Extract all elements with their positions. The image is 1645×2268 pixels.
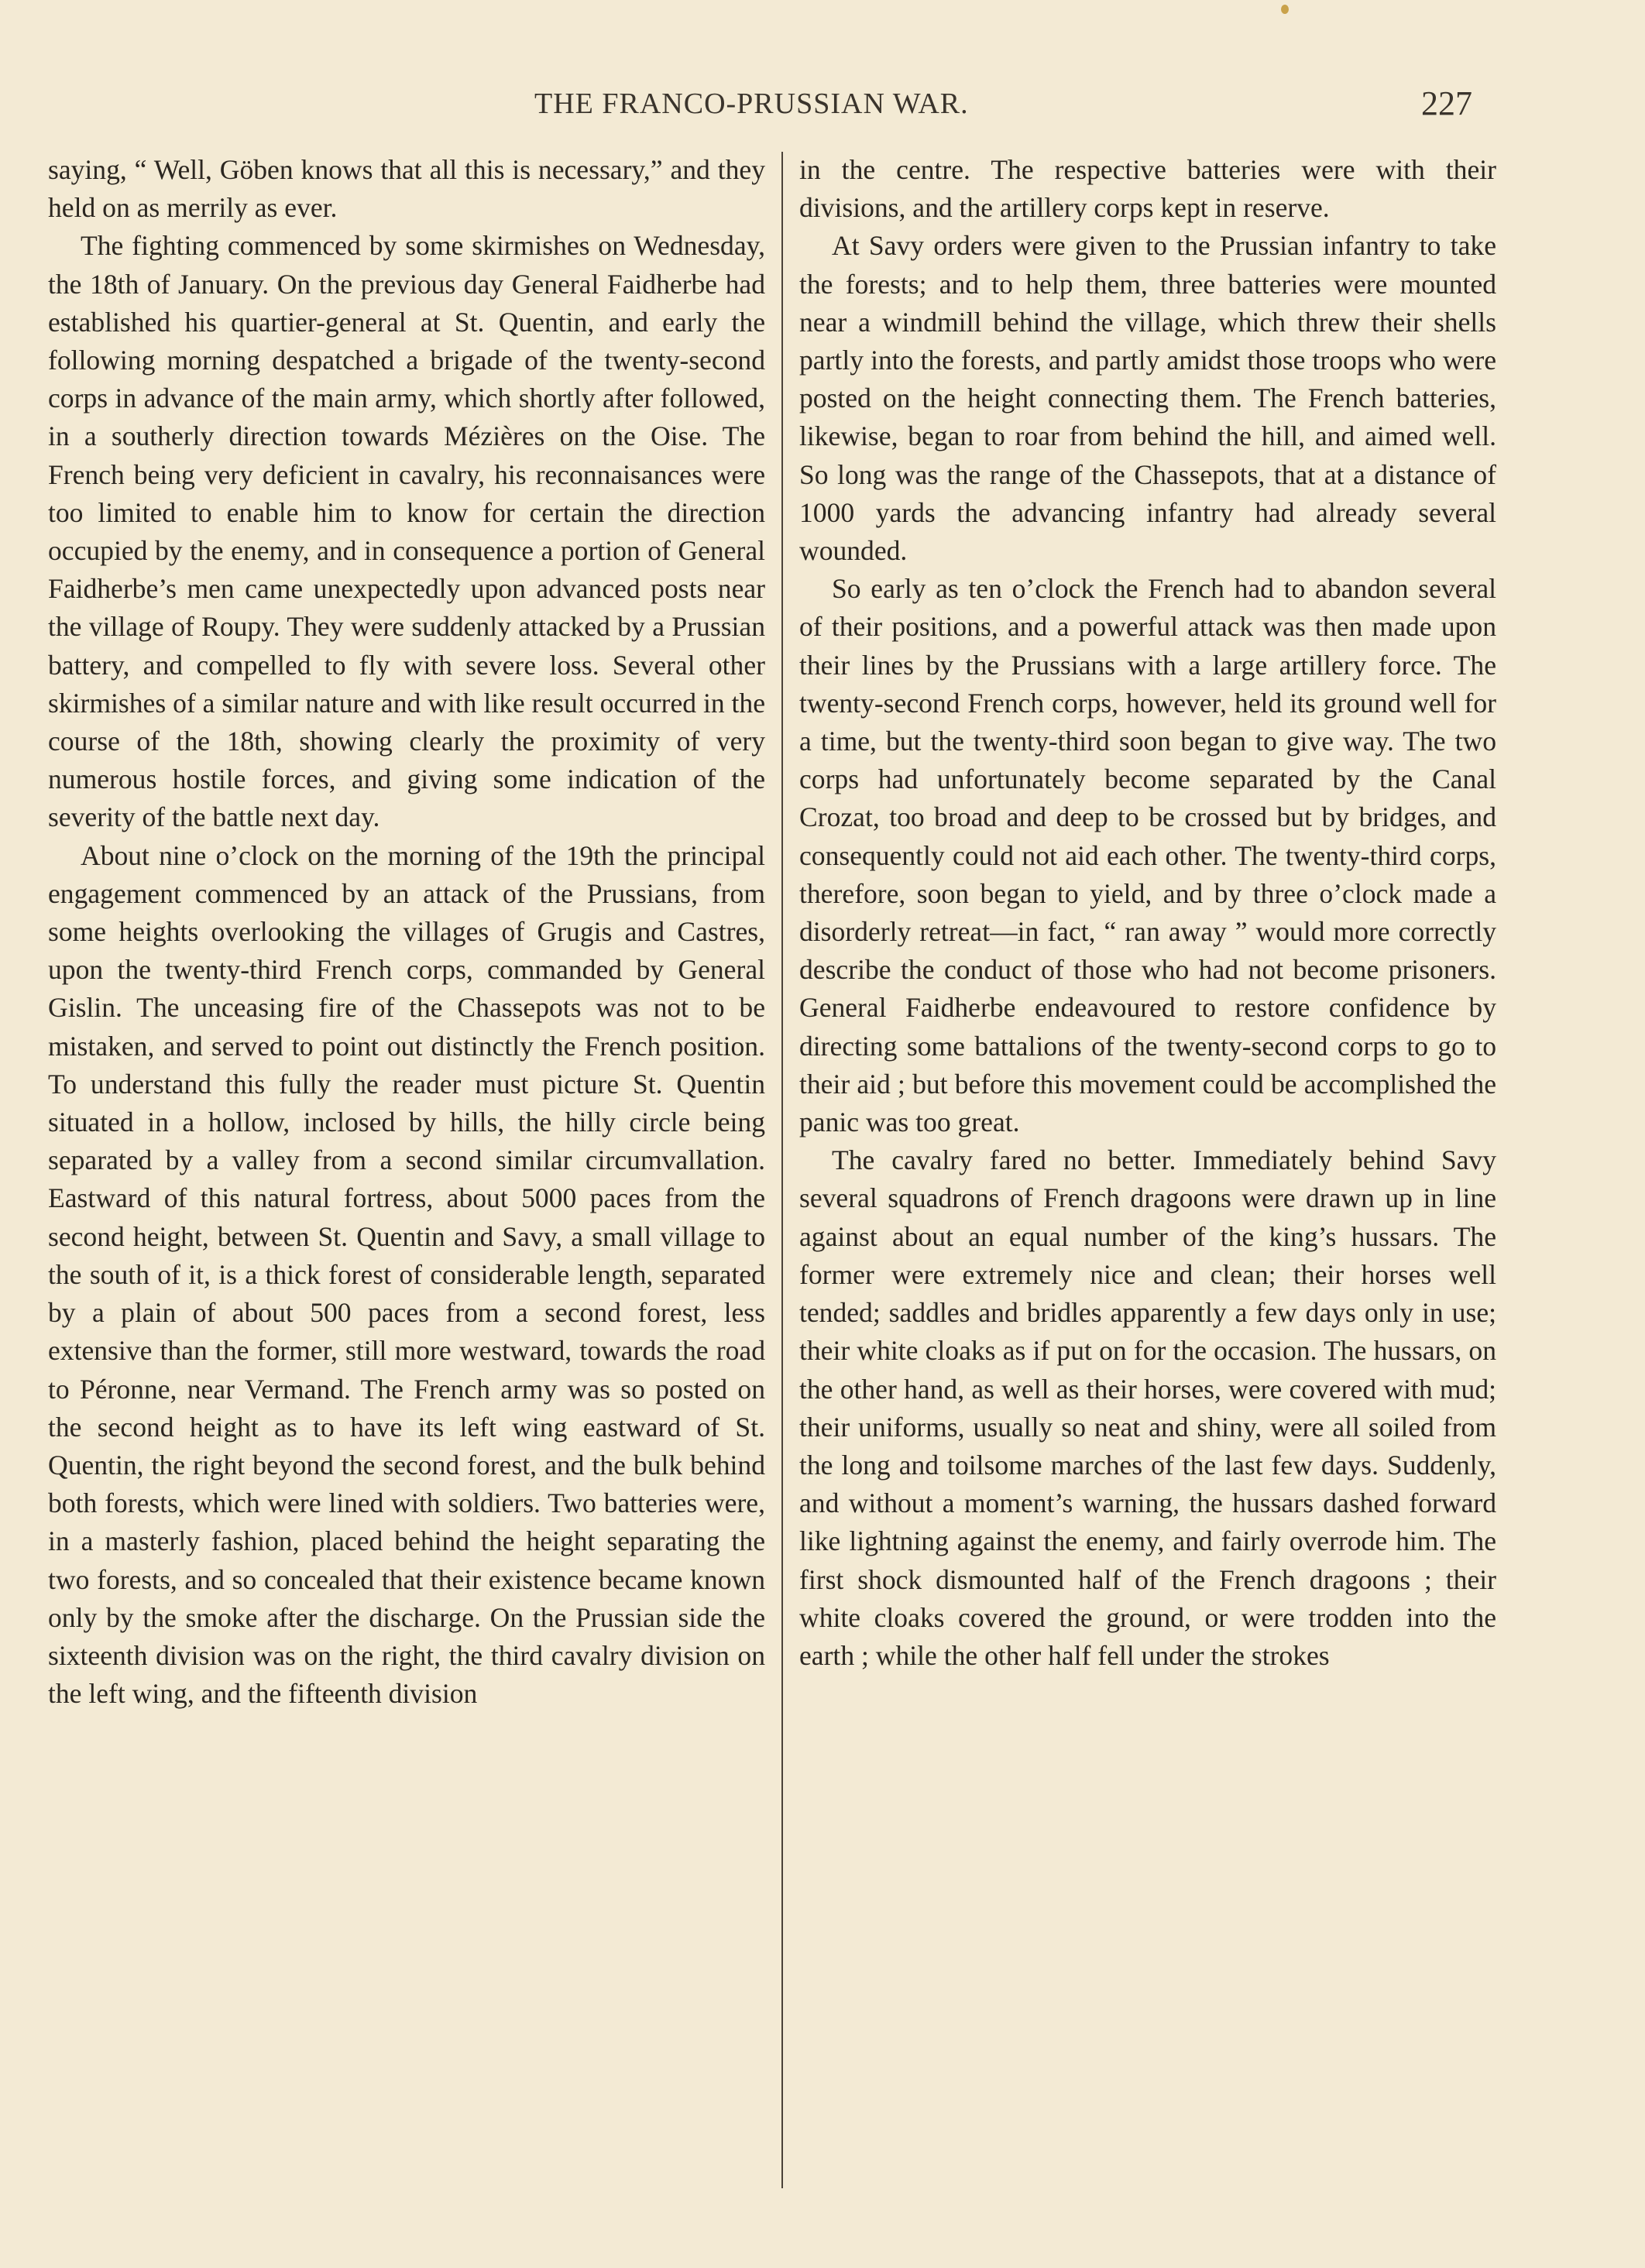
paragraph: At Savy orders were given to the Prussian infantry to take the forests; and to help them, three batteries were mounted near a windmill behind the village, which threw their shells partly into the forests, and partly amidst those troops who were posted on the height connecting them. The French batteries, likewise, began to roar from behind the hill, and aimed well. So long was the range of the Chassepots, that at a distance of 1000 yards the advancing infantry had already several wounded. xyxy=(799,230,1496,567)
left-column xyxy=(48,151,765,1713)
column-divider xyxy=(781,152,783,2188)
paragraph: So early as ten o’clock the French had to abandon several of their positions, and a powerful attack was then made upon their lines by the Prussians with a large artillery force. The twenty-second French corps, however, held its ground well for a time, but the twenty-third soon began to give way. The two corps had unfortunately become separated by the Canal Crozat, too broad and deep to be crossed but by bridges, and consequently could not aid each other. The twenty-third corps, therefore, soon began to yield, and by three o’clock made a disorderly retreat—in fact, “ ran away ” would more correctly describe the conduct of those who had not become prisoners. General Faidherbe endeavoured to restore confidence by directing some battalions of the twenty-second corps to go to their aid ; but before this movement could be accomplished the panic was too great. xyxy=(799,573,1496,1138)
paragraph: The cavalry fared no better. Immediately behind Savy several squadrons of French dragoons were drawn up in line against about an equal number of the king’s hussars. The former were extremely nice and clean; their horses well tended; saddles and bridles apparently a few days only in use; their white cloaks as if put on for the occasion. The hussars, on the other hand, as well as their horses, were covered with mud; their uniforms, usually so neat and shiny, were all soiled from the long and toilsome marches of the last few days. Suddenly, and without a moment’s warning, the hussars dashed forward like lightning against the enemy, and fairly overrode him. The first shock dismounted half of the French dragoons ; their white cloaks covered the ground, or were trodden into the earth ; while the other half fell under the strokes xyxy=(799,1144,1496,1671)
paragraph: About nine o’clock on the morning of the 19th the principal engagement commenced by an attack of the Prussians, from some heights overlooking the villages of Grugis and Castres, upon the twenty-third French corps, commanded by General Gislin. The unceasing fire of the Chassepots was not to be mistaken, and served to point out distinctly the French position. To understand this fully the reader must picture St. Quentin situated in a hollow, inclosed by hills, the hilly circle being separated by a valley from a second similar circumvallation. Eastward of this natural fortress, about 5000 paces from the second height, between St. Quentin and Savy, a small village to the south of it, is a thick forest of considerable length, separated by a plain of about 500 paces from a second forest, less extensive than the former, still more westward, towards the road to Péronne, near Vermand. The French army was so posted on the second height as to have its left wing eastward of St. Quentin, the right beyond the second forest, and the bulk behind both forests, which were lined with soldiers. Two batteries were, in a masterly fashion, placed behind the height separating the two forests, and so concealed that their existence became known only by the smoke after the discharge. On the Prussian side the sixteenth division was on the right, the third cavalry division on the left wing, and the fifteenth division xyxy=(48,839,765,1710)
running-title: THE FRANCO-PRUSSIAN WAR. xyxy=(534,87,969,120)
ink-speck xyxy=(1281,5,1289,14)
right-column xyxy=(799,151,1496,1675)
paragraph: in the centre. The respective batteries were with their divisions, and the artillery corps kept in reserve. xyxy=(799,154,1496,224)
page-number: 227 xyxy=(1421,84,1472,122)
paragraph: saying, “ Well, Göben knows that all this is necessary,” and they held on as merrily as ever. xyxy=(48,154,765,224)
paragraph: The fighting commenced by some skirmishes on Wednesday, the 18th of January. On the previous day General Faidherbe had established his quartier-general at St. Quentin, and early the following morning despatched a brigade of the twenty-second corps in advance of the main army, which shortly after followed, in a southerly direction towards Mézières on the Oise. The French being very deficient in cavalry, his reconnaisances were too limited to enable him to know for certain the direction occupied by the enemy, and in consequence a portion of General Faidherbe’s men came unexpectedly upon advanced posts near the village of Roupy. They were suddenly attacked by a Prussian battery, and compelled to fly with severe loss. Several other skirmishes of a similar nature and with like result occurred in the course of the 18th, showing clearly the proximity of very numerous hostile forces, and giving some indication of the severity of the battle next day. xyxy=(48,230,765,833)
running-header xyxy=(0,84,1645,133)
